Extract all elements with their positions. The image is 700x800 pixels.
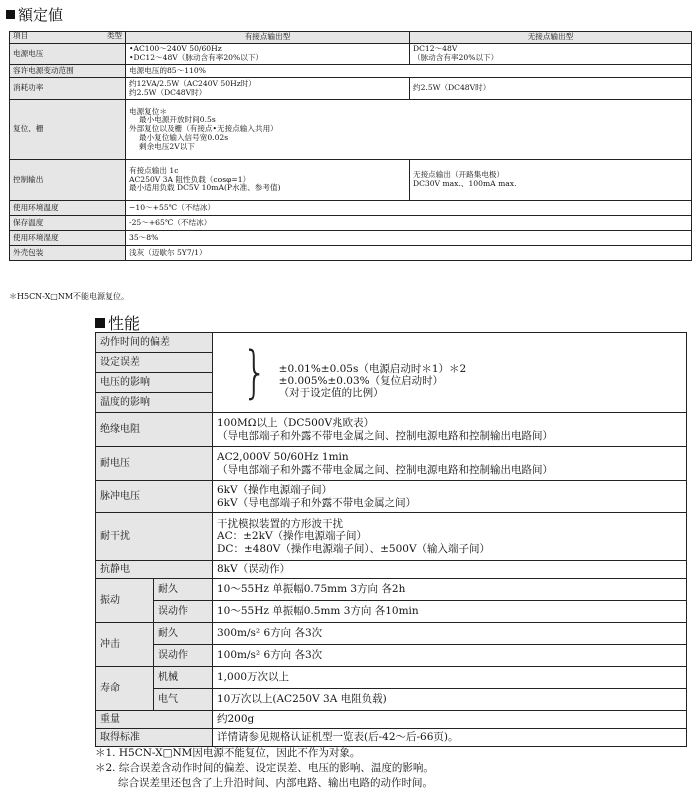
- noncontact-output-header: 无接点输出型: [410, 32, 692, 44]
- rated-footnote: ＊H5CN-X□NM不能电源复位。: [9, 292, 130, 301]
- rated-values-title: 額定値: [18, 6, 64, 24]
- table-row: [96, 667, 687, 689]
- accuracy-value: [213, 333, 687, 413]
- value-line: 最小复位输入信号宽0.02s: [139, 132, 229, 142]
- row-label: 脉冲电压: [96, 481, 213, 513]
- row-label: 寿命: [96, 667, 154, 711]
- table-row: [10, 246, 692, 261]
- value-line: 电源复位＊: [129, 106, 167, 116]
- row-label: 重量: [96, 711, 213, 729]
- value-line: AC250V 3A 阻性负载（cosφ=1）: [129, 174, 251, 184]
- row-value: [410, 160, 692, 201]
- brace-icon: }: [242, 339, 268, 405]
- row-label: 设定误差: [96, 353, 213, 373]
- row-value: 浅灰（迈歇尔 5Y7/1）: [126, 246, 692, 261]
- row-value: 300m/s² 6方向 各3次: [213, 623, 687, 645]
- row-label: 电压的影响: [96, 373, 213, 393]
- sub-label: 耐久: [154, 579, 213, 601]
- row-value: 35～8%: [126, 231, 692, 246]
- table-row: [10, 44, 692, 65]
- table-row: [10, 160, 692, 201]
- row-label: 控制输出: [10, 160, 126, 201]
- item-type-header: [10, 32, 126, 44]
- value-line: 6kV（导电部端子和外露不带电金属之间）: [217, 496, 417, 509]
- value-line: •AC100～240V 50/60Hz: [129, 44, 222, 54]
- row-value: -25～+65℃（不结冰）: [126, 216, 692, 231]
- table-row: [96, 729, 687, 747]
- value-line: 无接点输出（开路集电极）: [413, 170, 505, 180]
- row-value: 8kV（误动作）: [213, 561, 687, 579]
- table-row: [96, 447, 687, 481]
- value-line: ±0.005%±0.03%（复位启动时）: [278, 374, 444, 387]
- footnote: 综合误差里还包含了上升沿时间、内部电路、输出电路的动作时间。: [118, 777, 433, 789]
- table-row: [10, 201, 692, 216]
- value-line: 约2.5W（DC48V时）: [129, 87, 207, 97]
- row-value: 10万次以上(AC250V 3A 电阻负载): [213, 689, 687, 711]
- value-line: 有接点输出 1c: [129, 165, 179, 175]
- value-line: 100MΩ以上（DC500V兆欧表）: [217, 417, 375, 430]
- table-header-row: [10, 32, 692, 44]
- performance-footnotes: [95, 746, 434, 791]
- value-line: （导电部端子和外露不带电金属之间、控制电源电路和控制输出电路间）: [217, 463, 553, 476]
- row-label: 保存温度: [10, 216, 126, 231]
- row-label: 动作时间的偏差: [96, 333, 213, 353]
- performance-table: [95, 332, 687, 747]
- row-label: 取得标准: [96, 729, 213, 747]
- row-value: [213, 447, 687, 481]
- row-label: 耐干扰: [96, 513, 213, 561]
- performance-title: 性能: [108, 314, 141, 333]
- row-label: 冲击: [96, 623, 154, 667]
- value-line: （对于设定值的比例）: [278, 386, 384, 399]
- row-value: −10～+55℃（不结冰）: [126, 201, 692, 216]
- row-label: 容许电源变动范围: [10, 65, 126, 78]
- type-header: 类型: [106, 31, 122, 40]
- value-line: 干扰模拟装置的方形波干扰: [217, 518, 343, 531]
- value-line: DC30V max.、100mA max.: [413, 179, 517, 188]
- performance-heading: [95, 311, 140, 334]
- row-label: 耐电压: [96, 447, 213, 481]
- table-row: [96, 711, 687, 729]
- row-label: 抗静电: [96, 561, 213, 579]
- table-row: [10, 100, 692, 160]
- table-row: [96, 561, 687, 579]
- row-value: [213, 481, 687, 513]
- row-value: 100m/s² 6方向 各3次: [213, 645, 687, 667]
- row-value: 1,000万次以上: [213, 667, 687, 689]
- row-value: [126, 44, 410, 65]
- table-row: [96, 513, 687, 561]
- row-label: 振动: [96, 579, 154, 623]
- item-header: 項目: [13, 31, 29, 40]
- value-line: 最小电源开放时间0.5s: [139, 115, 216, 125]
- value-line: AC：±2kV（操作电源端子间）: [217, 530, 368, 543]
- sub-label: 电气: [154, 689, 213, 711]
- row-value: 约2.5W（DC48V时）: [410, 78, 692, 100]
- value-line: 最小适用负载 DC5V 10mA(P水准、参考值): [129, 183, 281, 193]
- row-value: 详情请参见规格认证机型一览表(后-42～后-66页)。: [213, 729, 687, 747]
- contact-output-header: 有接点输出型: [126, 32, 410, 44]
- row-value: [126, 100, 692, 160]
- rated-values-table: [9, 31, 692, 261]
- row-value: [213, 513, 687, 561]
- table-row: [96, 689, 687, 711]
- table-row: [10, 216, 692, 231]
- row-label: 外壳包装: [10, 246, 126, 261]
- table-row: [96, 333, 687, 353]
- value-line: DC：±480V（操作电源端子间）、±500V（输入端子间）: [217, 542, 491, 555]
- value-line: （脉动含有率20%以下）: [413, 53, 499, 62]
- row-value: 约200g: [213, 711, 687, 729]
- rated-values-heading: [6, 4, 63, 25]
- row-value: [410, 44, 692, 65]
- table-row: [96, 579, 687, 601]
- sub-label: 耐久: [154, 623, 213, 645]
- square-bullet-icon: [6, 10, 15, 19]
- table-row: [96, 413, 687, 447]
- table-row: [96, 645, 687, 667]
- value-line: 约12VA/2.5W（AC240V 50Hz时）: [129, 78, 256, 88]
- sub-label: 机械: [154, 667, 213, 689]
- row-value: 10～55Hz 单振幅0.75mm 3方向 各2h: [213, 579, 687, 601]
- table-row: [96, 481, 687, 513]
- table-row: [10, 231, 692, 246]
- value-line: （导电部端子和外露不带电金属之间、控制电源电路和控制输出电路间）: [217, 429, 553, 442]
- table-row: [96, 601, 687, 623]
- footnote: ＊1. H5CN-X□NM因电源不能复位，因此不作为对象。: [95, 747, 361, 759]
- value-line: 剩余电压2V以下: [139, 141, 195, 151]
- table-row: [96, 623, 687, 645]
- row-value: [213, 413, 687, 447]
- row-label: 使用环境湿度: [10, 231, 126, 246]
- row-value: [126, 78, 410, 100]
- row-value: 电源电压的85～110%: [126, 65, 692, 78]
- value-line: 6kV（操作电源端子间）: [217, 484, 333, 497]
- row-label: 温度的影响: [96, 393, 213, 413]
- row-label: 电源电压: [10, 44, 126, 65]
- value-line: DC12～48V: [413, 44, 458, 54]
- footnote: ＊2. 综合误差含动作时间的偏差、设定误差、电压的影响、温度的影响。: [95, 762, 434, 774]
- value-line: •DC12～48V（脉动含有率20%以下）: [129, 53, 264, 62]
- row-value: 10～55Hz 单振幅0.5mm 3方向 各10min: [213, 601, 687, 623]
- sub-label: 误动作: [154, 601, 213, 623]
- table-row: [10, 65, 692, 78]
- row-value: [126, 160, 410, 201]
- row-label: 消耗功率: [10, 78, 126, 100]
- value-line: AC2,000V 50/60Hz 1min: [217, 451, 349, 464]
- square-bullet-icon: [95, 318, 105, 328]
- table-row: [10, 78, 692, 100]
- row-label: 使用环境温度: [10, 201, 126, 216]
- value-line: 外部复位以及栅（有接点•无接点输入共用）: [129, 124, 278, 134]
- value-line: ±0.01%±0.05s（电源启动时＊1）＊2: [278, 362, 467, 375]
- row-label: 复位、栅: [10, 100, 126, 160]
- row-label: 绝缘电阻: [96, 413, 213, 447]
- sub-label: 误动作: [154, 645, 213, 667]
